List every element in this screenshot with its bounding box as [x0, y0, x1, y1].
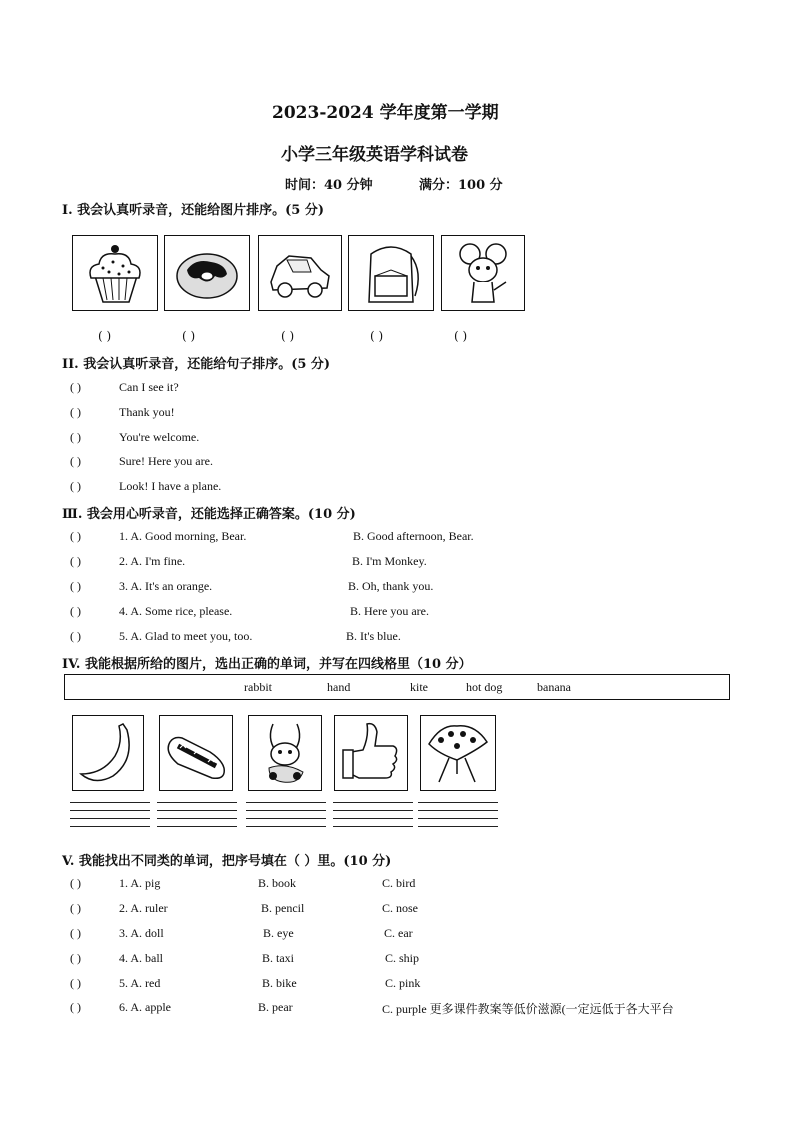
answer-blank[interactable]: ( )	[70, 479, 81, 493]
sentence-text: You're welcome.	[119, 430, 200, 444]
option-a: 1. A. pig	[119, 876, 161, 890]
answer-blank[interactable]: ( )	[70, 901, 81, 915]
option-a: 4. A. ball	[119, 951, 163, 965]
answer-blank[interactable]: ( )	[70, 454, 81, 468]
answer-blank[interactable]: ( )	[70, 1000, 81, 1014]
writing-lines[interactable]	[246, 802, 326, 834]
cupcake-icon	[72, 235, 158, 311]
option-b: B. It's blue.	[346, 629, 401, 643]
rabbit-icon	[248, 715, 322, 791]
word-bank-item: banana	[537, 680, 571, 694]
option-a: 5. A. red	[119, 976, 161, 990]
sentence-text: Can I see it?	[119, 380, 179, 394]
option-b: B. eye	[263, 926, 294, 940]
hand-icon	[334, 715, 408, 791]
sentence-text: Look! I have a plane.	[119, 479, 222, 493]
option-b: B. pencil	[261, 901, 305, 915]
section5-heading: V. 我能找出不同类的单词，把序号填在（ ）里。(10 分)	[62, 854, 392, 869]
kite-icon	[420, 715, 496, 791]
answer-blank[interactable]: ( )	[70, 604, 81, 618]
writing-lines[interactable]	[333, 802, 413, 834]
option-b: B. I'm Monkey.	[352, 554, 427, 568]
writing-lines[interactable]	[418, 802, 498, 834]
section4-heading: IV. 我能根据所给的图片，选出正确的单词，并写在四线格里（10 分）	[62, 657, 472, 672]
option-a: 5. A. Glad to meet you, too.	[119, 629, 253, 643]
answer-blank[interactable]: ( )	[70, 405, 81, 419]
answer-blank[interactable]: ( )	[70, 629, 81, 643]
word-bank-item: kite	[410, 680, 428, 694]
mouse-icon	[441, 235, 525, 311]
answer-blank[interactable]: ( )	[70, 579, 81, 593]
option-b: B. Here you are.	[350, 604, 429, 618]
answer-blank[interactable]: ( )	[70, 876, 81, 890]
writing-lines[interactable]	[70, 802, 150, 834]
word-bank-item: rabbit	[244, 680, 272, 694]
option-a: 3. A. doll	[119, 926, 164, 940]
answer-blank[interactable]: ( )	[70, 926, 81, 940]
word-bank	[64, 674, 730, 700]
answer-blank[interactable]: ( )	[70, 951, 81, 965]
option-c: C. nose	[382, 901, 418, 915]
option-b: B. book	[258, 876, 297, 890]
answer-blank[interactable]: ( )	[182, 329, 196, 343]
section1-heading: I. 我会认真听录音，还能给图片排序。(5 分)	[62, 203, 325, 218]
answer-blank[interactable]: ( )	[370, 329, 384, 343]
page-title: 2023-2024 学年度第一学期	[272, 103, 499, 123]
answer-blank[interactable]: ( )	[70, 430, 81, 444]
option-b: B. Oh, thank you.	[348, 579, 434, 593]
option-c: C. bird	[382, 876, 416, 890]
option-a: 3. A. It's an orange.	[119, 579, 213, 593]
answer-blank[interactable]: ( )	[98, 329, 112, 343]
option-b: B. taxi	[262, 951, 294, 965]
option-a: 2. A. I'm fine.	[119, 554, 186, 568]
section2-heading: II. 我会认真听录音，还能给句子排序。(5 分)	[62, 357, 331, 372]
backpack-icon	[348, 235, 434, 311]
option-a: 1. A. Good morning, Bear.	[119, 529, 247, 543]
word-bank-item: hand	[327, 680, 351, 694]
option-a: 4. A. Some rice, please.	[119, 604, 233, 618]
option-c: C. purple 更多课件教案等低价滋源(一定远低于各大平台	[382, 1002, 674, 1016]
answer-blank[interactable]: ( )	[70, 976, 81, 990]
option-c: C. ear	[384, 926, 413, 940]
sentence-text: Thank you!	[119, 405, 175, 419]
car-icon	[258, 235, 342, 311]
exam-time: 时间：40 分钟	[285, 178, 373, 193]
answer-blank[interactable]: ( )	[70, 529, 81, 543]
option-b: B. bike	[262, 976, 297, 990]
answer-blank[interactable]: ( )	[70, 380, 81, 394]
answer-blank[interactable]: ( )	[454, 329, 468, 343]
word-bank-item: hot dog	[466, 680, 503, 694]
hotdog-icon	[159, 715, 233, 791]
option-c: C. pink	[385, 976, 421, 990]
option-a: 6. A. apple	[119, 1000, 171, 1014]
option-c: C. ship	[385, 951, 420, 965]
writing-lines[interactable]	[157, 802, 237, 834]
banana-icon	[72, 715, 144, 791]
answer-blank[interactable]: ( )	[281, 329, 295, 343]
page-subtitle: 小学三年级英语学科试卷	[281, 145, 468, 165]
option-a: 2. A. ruler	[119, 901, 168, 915]
exam-score: 满分：100 分	[419, 178, 503, 193]
sentence-text: Sure! Here you are.	[119, 454, 213, 468]
answer-blank[interactable]: ( )	[70, 554, 81, 568]
option-b: B. Good afternoon, Bear.	[353, 529, 474, 543]
option-b: B. pear	[258, 1000, 293, 1014]
section3-heading: Ⅲ. 我会用心听录音，还能选择正确答案。(10 分)	[62, 507, 356, 522]
donut-icon	[164, 235, 250, 311]
